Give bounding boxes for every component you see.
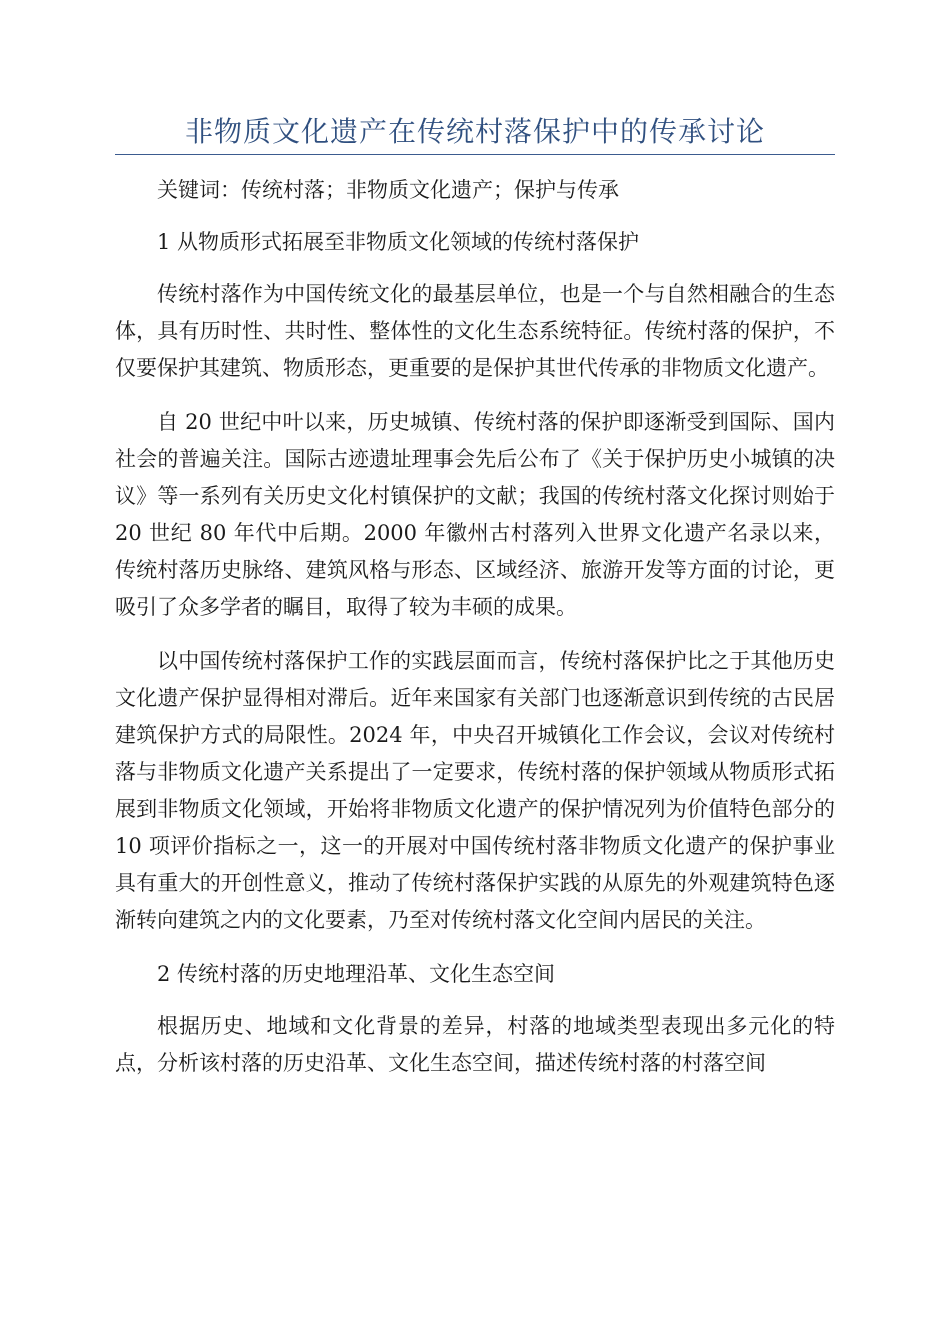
document-title: 非物质文化遗产在传统村落保护中的传承讨论 xyxy=(184,115,765,148)
paragraph: 以中国传统村落保护工作的实践层面而言，传统村落保护比之于其他历史文化遗产保护显得相对滞后。近年来国家有关部门也逐渐意识到传统的古民居建筑保护方式的局限性。2024 年，中央召开城镇化工作会议，会议对传统村落与非物质文化遗产关系提出了一定要求，传统村落的保护领域从物质形式拓展到非物质文化领域，开始将非物质文化遗产的保护情况列为价值特色部分的 10 项评价指标之一，这一的开展对中国传统村落非物质文化遗产的保护事业具有重大的开创性意义，推动了传统村落保护实践的从原先的外观建筑特色逐渐转向建筑之内的文化要素，乃至对传统村落文化空间内居民的关注。 xyxy=(115,649,835,932)
paragraph: 传统村落作为中国传统文化的最基层单位，也是一个与自然相融合的生态体，具有历时性、共时性、整体性的文化生态系统特征。传统村落的保护，不仅要保护其建筑、物质形态，更重要的是保护其世代传承的非物质文化遗产。 xyxy=(115,282,835,380)
paragraph: 自 20 世纪中叶以来，历史城镇、传统村落的保护即逐渐受到国际、国内社会的普遍关注。国际古迹遗址理事会先后公布了《关于保护历史小城镇的决议》等一系列有关历史文化村镇保护的文献；我国的传统村落文化探讨则始于 20 世纪 80 年代中后期。2000 年徽州古村落列入世界文化遗产名录以来，传统村落历史脉络、建筑风格与形态、区域经济、旅游开发等方面的讨论，更吸引了众多学者的瞩目，取得了较为丰硕的成果。 xyxy=(115,410,835,619)
title-underline xyxy=(115,154,835,155)
document-body xyxy=(115,172,835,1099)
keywords-line: 关键词：传统村落；非物质文化遗产；保护与传承 xyxy=(157,178,619,202)
section-heading-2: 2 传统村落的历史地理沿革、文化生态空间 xyxy=(157,962,556,986)
paragraph: 根据历史、地域和文化背景的差异，村落的地域类型表现出多元化的特点，分析该村落的历史沿革、文化生态空间，描述传统村落的村落空间 xyxy=(115,1014,835,1075)
section-heading-1: 1 从物质形式拓展至非物质文化领域的传统村落保护 xyxy=(157,230,640,254)
